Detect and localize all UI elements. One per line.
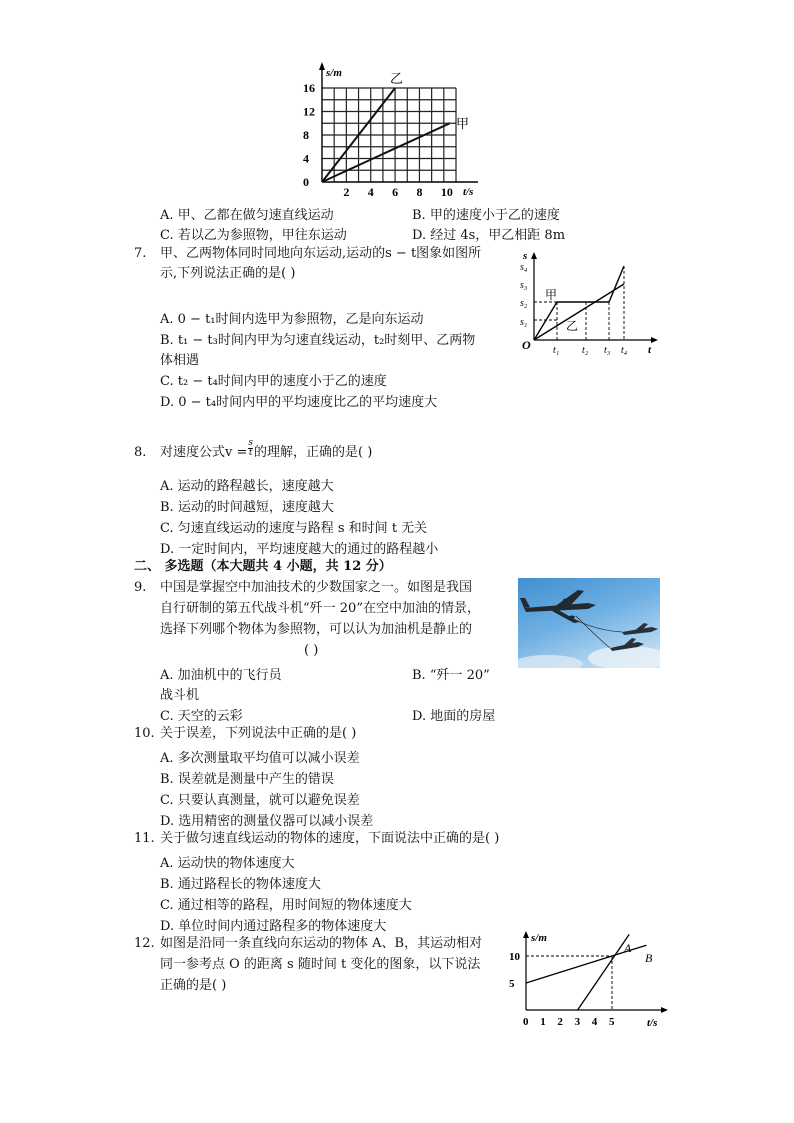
- q8-fraction: [248, 439, 253, 458]
- line-yi-label: 乙: [390, 71, 404, 86]
- q12-st-graph: [505, 926, 670, 1030]
- q11-option-b[interactable]: B. 通过路程长的物体速度大: [160, 877, 321, 892]
- q12-y-label: s/m: [531, 932, 547, 944]
- q12-y-tick: 10: [509, 951, 520, 963]
- q8-frac-den: t: [248, 448, 253, 458]
- q9-option-a[interactable]: A. 加油机中的飞行员: [160, 668, 282, 683]
- q12-line-a: [578, 934, 630, 1010]
- q9-option-c[interactable]: C. 天空的云彩: [160, 709, 243, 724]
- q7-jia-label: 甲: [545, 288, 558, 302]
- q8-option-a[interactable]: A. 运动的路程越长，速度越大: [160, 479, 334, 494]
- q7-stem-line2: 示,下列说法正确的是( ): [160, 266, 296, 281]
- y-tick-label: 4: [303, 151, 309, 166]
- q7-s4-tick: s₄: [520, 262, 528, 273]
- q9-option-b-cont: 战斗机: [160, 688, 200, 703]
- q7-y-label: s: [523, 250, 528, 262]
- q7-t3-tick: t₃: [604, 345, 611, 356]
- q10-option-d[interactable]: D. 选用精密的测量仪器可以减小误差: [160, 814, 374, 829]
- section-2-header: 二、 多选题（本大题共 4 小题，共 12 分）: [134, 559, 392, 574]
- q8-option-d[interactable]: D. 一定时间内，平均速度越大的通过的路程越小: [160, 542, 439, 557]
- q8-stem: [160, 439, 372, 465]
- q7-line-jia: [534, 266, 624, 340]
- q7-t1-tick: t₁: [553, 345, 560, 356]
- q7-option-d[interactable]: D. 0 − t₄时间内甲的平均速度比乙的平均速度大: [160, 395, 438, 410]
- q7-s3-tick: s₃: [520, 280, 528, 291]
- q12-x-tick: 2: [557, 1016, 563, 1028]
- q11-option-a[interactable]: A. 运动快的物体速度大: [160, 856, 295, 871]
- q12-b-label: B: [645, 951, 653, 965]
- q6-option-b[interactable]: B. 甲的速度小于乙的速度: [412, 208, 560, 223]
- x-axis-label: t/s: [463, 186, 474, 198]
- x-tick-label: 2: [343, 185, 350, 199]
- q7-number: 7.: [134, 246, 147, 261]
- q12-number: 12.: [134, 936, 155, 951]
- q12-stem-line2: 同一参考点 O 的距离 s 随时间 t 变化的图象，以下说法: [160, 957, 481, 972]
- q7-origin-label: O: [522, 338, 531, 352]
- q10-option-b[interactable]: B. 误差就是测量中产生的错误: [160, 772, 334, 787]
- x-tick-label: 8: [416, 185, 423, 199]
- q7-option-a[interactable]: A. 0 − t₁时间内选甲为参照物，乙是向东运动: [160, 312, 424, 327]
- q9-stem-line1: 中国是掌握空中加油技术的少数国家之一。如图是我国: [160, 580, 473, 595]
- q10-option-c[interactable]: C. 只要认真测量，就可以避免误差: [160, 793, 360, 808]
- series-line-jia: [322, 123, 450, 182]
- x-tick-label: 6: [392, 185, 399, 199]
- q7-option-b-cont: 体相遇: [160, 353, 200, 368]
- q8-stem-pre: 对速度公式v =: [160, 445, 248, 460]
- q6-option-d[interactable]: D. 经过 4s，甲乙相距 8m: [412, 228, 566, 243]
- q9-option-d[interactable]: D. 地面的房屋: [412, 709, 496, 724]
- q7-option-c[interactable]: C. t₂ − t₄时间内甲的速度小于乙的速度: [160, 374, 387, 389]
- line-jia-label: 甲: [456, 116, 470, 131]
- q7-x-label: t: [648, 344, 652, 356]
- q10-number: 10.: [134, 726, 155, 741]
- q12-x-label: t/s: [647, 1017, 658, 1029]
- y-tick-label: 12: [303, 104, 315, 119]
- q10-stem: 关于误差，下列说法中正确的是( ): [160, 726, 357, 741]
- q7-t2-tick: t₂: [582, 345, 589, 356]
- q7-option-b[interactable]: B. t₁ − t₃时间内甲为匀速直线运动，t₂时刻甲、乙两物: [160, 333, 476, 348]
- y-tick-label: 8: [303, 128, 309, 142]
- q7-s2-tick: s₂: [520, 298, 528, 309]
- q7-st-graph: [515, 246, 660, 361]
- q12-a-label: A: [624, 941, 632, 955]
- q8-number: 8.: [134, 445, 147, 460]
- q9-option-b[interactable]: B. “歼一 20”: [412, 668, 490, 683]
- q6-option-a[interactable]: A. 甲、乙都在做匀速直线运动: [160, 208, 334, 223]
- q8-frac-num: s: [248, 438, 253, 448]
- q12-x-tick: 3: [574, 1016, 581, 1028]
- q12-x-tick: 1: [540, 1016, 546, 1028]
- q7-yi-label: 乙: [566, 319, 579, 333]
- x-tick-label: 10: [440, 185, 453, 199]
- q10-option-a[interactable]: A. 多次测量取平均值可以减小误差: [160, 751, 360, 766]
- q12-x-tick: 0: [523, 1016, 529, 1028]
- q9-stem-line2: 自行研制的第五代战斗机“歼一 20”在空中加油的情景，: [160, 601, 480, 616]
- q7-s1-tick: s₁: [520, 317, 528, 328]
- x-tick-label: 4: [367, 185, 374, 199]
- q11-stem: 关于做匀速直线运动的物体的速度，下面说法中正确的是( ): [160, 831, 500, 846]
- y-axis-label: s/m: [326, 67, 342, 79]
- q8-option-c[interactable]: C. 匀速直线运动的速度与路程 s 和时间 t 无关: [160, 521, 428, 536]
- q8-option-b[interactable]: B. 运动的时间越短，速度越大: [160, 500, 334, 515]
- top-st-chart: [300, 60, 500, 200]
- y-tick-label: 16: [303, 81, 315, 95]
- q12-y-tick: 5: [509, 978, 515, 990]
- q11-option-d[interactable]: D. 单位时间内通过路程多的物体速度大: [160, 919, 387, 934]
- q6-option-c[interactable]: C. 若以乙为参照物，甲往东运动: [160, 228, 347, 243]
- q7-t4-tick: t₄: [621, 345, 628, 356]
- q9-stem-line4: ( ): [304, 643, 319, 658]
- q12-x-tick: 5: [609, 1016, 615, 1028]
- q12-x-tick: 4: [591, 1016, 598, 1028]
- q11-number: 11.: [134, 831, 155, 846]
- q8-stem-post: 的理解，正确的是( ): [254, 445, 373, 460]
- q7-stem-line1: 甲、乙两物体同时同地向东运动,运动的s − t图象如图所: [160, 246, 482, 261]
- q9-stem-line3: 选择下列哪个物体为参照物，可以认为加油机是静止的: [160, 622, 473, 637]
- q9-number: 9.: [134, 580, 147, 595]
- q12-stem-line1: 如图是沿同一条直线向东运动的物体 A、B，其运动相对: [160, 936, 483, 951]
- y-tick-label: 0: [303, 175, 309, 189]
- refueling-photo: [518, 578, 660, 668]
- q12-stem-line3: 正确的是( ): [160, 978, 227, 993]
- q11-option-c[interactable]: C. 通过相等的路程，用时间短的物体速度大: [160, 898, 412, 913]
